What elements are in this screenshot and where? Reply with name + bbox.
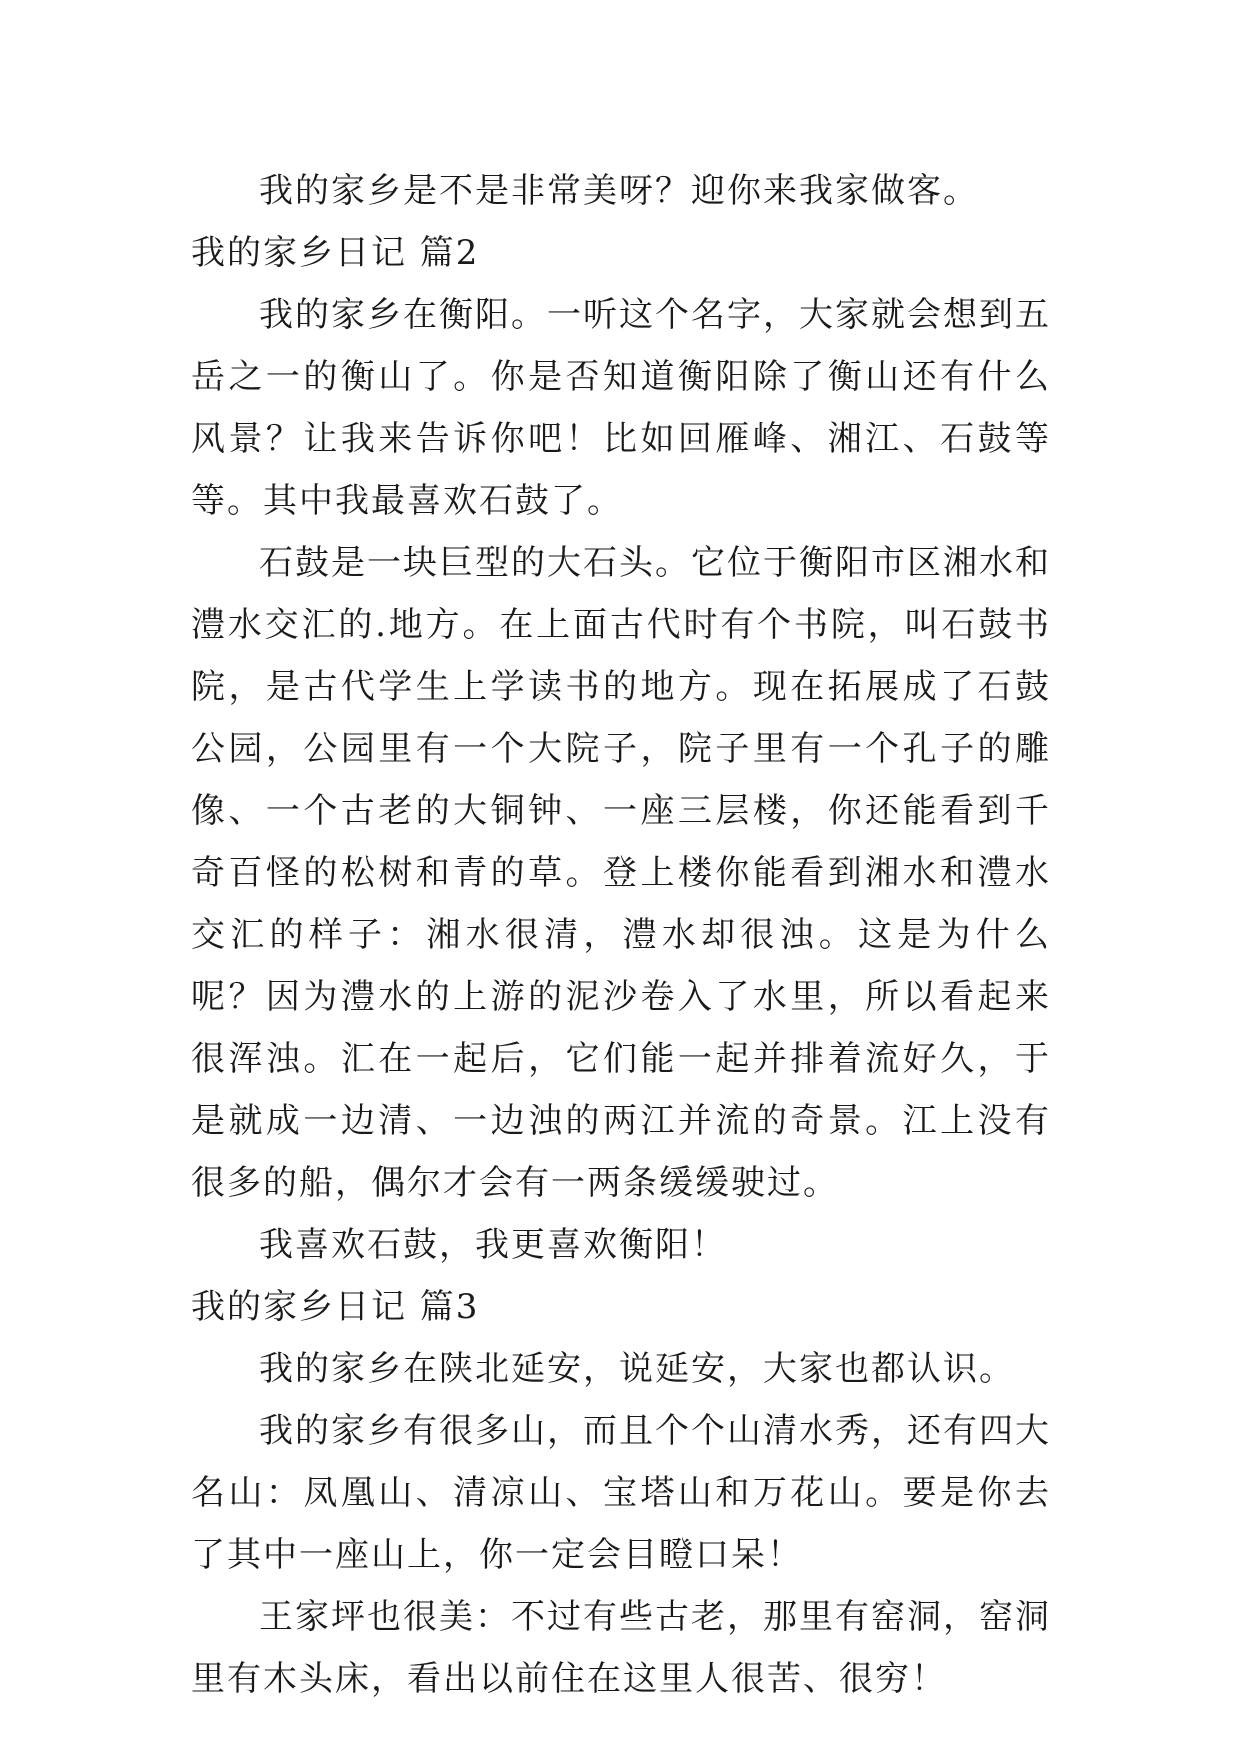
paragraph: 我的家乡在陕北延安，说延安，大家也都认识。	[259, 1349, 1015, 1389]
paragraph: 我喜欢石鼓，我更喜欢衡阳！	[259, 1225, 727, 1265]
paragraph: 王家坪也很美：不过有些古老，那里有窑洞，窑洞里有木头床，看出以前住在这里人很苦、很穷！	[191, 1597, 1051, 1699]
paragraph: 我的家乡在衡阳。一听这个名字，大家就会想到五岳之一的衡山了。你是否知道衡阳除了衡山还有什么风景？让我来告诉你吧！比如回雁峰、湘江、石鼓等等。其中我最喜欢石鼓了。	[191, 295, 1051, 521]
section-heading: 我的家乡日记 篇3	[191, 1287, 480, 1327]
paragraph: 石鼓是一块巨型的大石头。它位于衡阳市区湘水和澧水交汇的.地方。在上面古代时有个书院，叫石鼓书院，是古代学生上学读书的地方。现在拓展成了石鼓公园，公园里有一个大院子，院子里有一个孔子的雕像、一个古老的大铜钟、一座三层楼，你还能看到千奇百怪的松树和青的草。登上楼你能看到湘水和澧水交汇的样子：湘水很清，澧水却很浊。这是为什么呢？因为澧水的上游的泥沙卷入了水里，所以看起来很浑浊。汇在一起后，它们能一起并排着流好久，于是就成一边清、一边浊的两江并流的奇景。江上没有很多的船，偶尔才会有一两条缓缓驶过。	[191, 543, 1051, 1203]
paragraph: 我的家乡是不是非常美呀？迎你来我家做客。	[259, 171, 979, 211]
document-body	[191, 160, 1051, 1710]
section-heading: 我的家乡日记 篇2	[191, 233, 480, 273]
paragraph: 我的家乡有很多山，而且个个山清水秀，还有四大名山：凤凰山、清凉山、宝塔山和万花山。要是你去了其中一座山上，你一定会目瞪口呆！	[191, 1411, 1051, 1575]
